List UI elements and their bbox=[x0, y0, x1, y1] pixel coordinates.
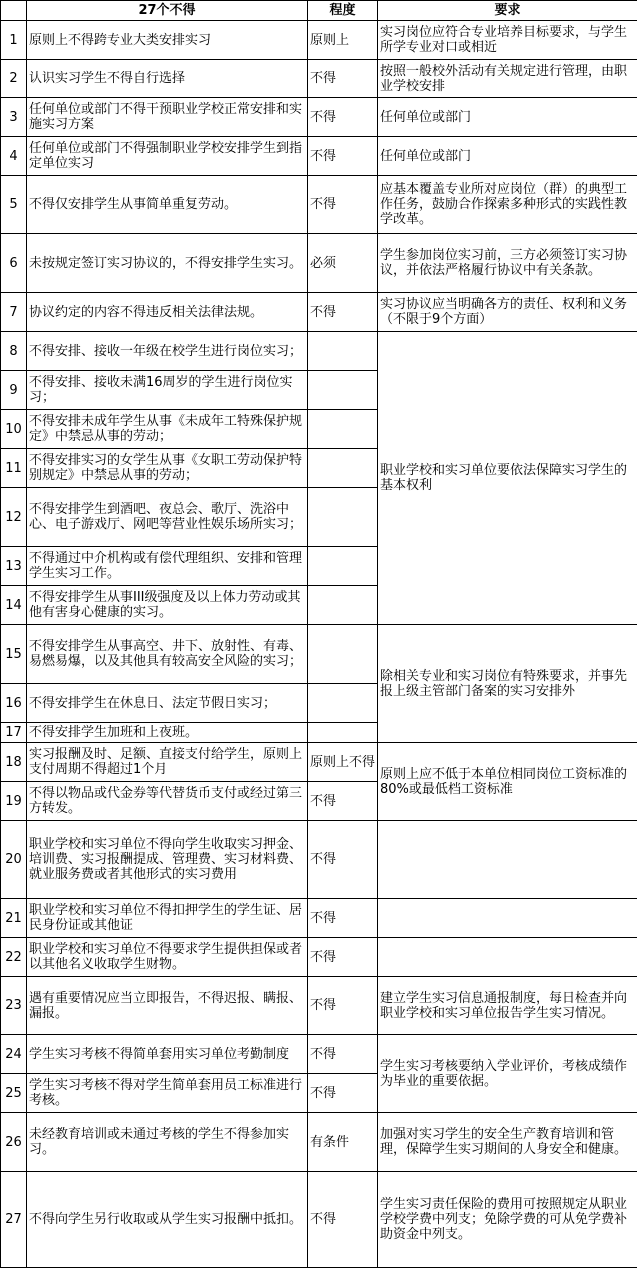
rule-text: 不得通过中介机构或有偿代理组织、安排和管理学生实习工作。 bbox=[27, 547, 308, 586]
requirement-text: 学生参加岗位实习前，三方必须签订实习协议，并依法严格履行协议中有关条款。 bbox=[378, 234, 637, 293]
requirement-text: 学生实习考核要纳入学业评价，考核成绩作为毕业的重要依据。 bbox=[378, 1035, 637, 1113]
rule-text: 不得仅安排学生从事简单重复劳动。 bbox=[27, 176, 308, 234]
row-number: 23 bbox=[1, 977, 27, 1035]
rule-text: 不得安排未成年学生从事《未成年工特殊保护规定》中禁忌从事的劳动； bbox=[27, 410, 308, 449]
row-number: 11 bbox=[1, 449, 27, 488]
rule-text: 实习报酬及时、足额、直接支付给学生，原则上支付周期不得超过1个月 bbox=[27, 743, 308, 782]
rule-text: 不得安排学生从事高空、井下、放射性、有毒、易燃易爆，以及其他具有较高安全风险的实习； bbox=[27, 625, 308, 684]
rule-text: 任何单位或部门不得强制职业学校安排学生到指定单位实习 bbox=[27, 137, 308, 176]
header-row bbox=[1, 1, 637, 21]
row-number: 13 bbox=[1, 547, 27, 586]
rule-text: 不得安排实习的女学生从事《女职工劳动保护特别规定》中禁忌从事的劳动； bbox=[27, 449, 308, 488]
requirement-text: 除相关专业和实习岗位有特殊要求，并事先报上级主管部门备案的实习安排外 bbox=[378, 625, 637, 743]
rule-text: 职业学校和实习单位不得向学生收取实习押金、培训费、实习报酬提成、管理费、实习材料费、就业服务费或者其他形式的实习费用 bbox=[27, 821, 308, 899]
rule-text: 认识实习学生不得自行选择 bbox=[27, 60, 308, 98]
requirement-text: 实习岗位应符合专业培养目标要求，与学生所学专业对口或相近 bbox=[378, 21, 637, 60]
table-row bbox=[1, 938, 637, 977]
row-number: 21 bbox=[1, 899, 27, 938]
rule-text: 不得安排、接收一年级在校学生进行岗位实习； bbox=[27, 332, 308, 371]
row-number: 14 bbox=[1, 586, 27, 625]
level-text: 有条件 bbox=[308, 1113, 378, 1172]
rule-text: 不得安排学生在休息日、法定节假日实习； bbox=[27, 684, 308, 723]
table-row bbox=[1, 60, 637, 98]
row-number: 2 bbox=[1, 60, 27, 98]
level-text: 不得 bbox=[308, 938, 378, 977]
rule-text: 职业学校和实习单位不得扣押学生的学生证、居民身份证或其他证 bbox=[27, 899, 308, 938]
row-number: 1 bbox=[1, 21, 27, 60]
requirement-text: 原则上应不低于本单位相同岗位工资标准的80%或最低档工资标准 bbox=[378, 743, 637, 821]
rule-text: 不得安排学生到酒吧、夜总会、歌厅、洗浴中心、电子游戏厅、网吧等营业性娱乐场所实习； bbox=[27, 488, 308, 547]
row-number: 10 bbox=[1, 410, 27, 449]
header-num bbox=[1, 1, 27, 21]
header-level: 程度 bbox=[308, 1, 378, 21]
level-text bbox=[308, 625, 378, 684]
requirement-text: 加强对实习学生的安全生产教育培训和管理，保障学生实习期间的人身安全和健康。 bbox=[378, 1113, 637, 1172]
level-text: 不得 bbox=[308, 977, 378, 1035]
level-text: 原则上 bbox=[308, 21, 378, 60]
header-rule: 27个不得 bbox=[27, 1, 308, 21]
level-text: 不得 bbox=[308, 821, 378, 899]
row-number: 25 bbox=[1, 1074, 27, 1113]
level-text: 不得 bbox=[308, 1172, 378, 1268]
requirement-text bbox=[378, 899, 637, 938]
rule-text: 不得以物品或代金券等代替货币支付或经过第三方转发。 bbox=[27, 782, 308, 821]
table-row bbox=[1, 176, 637, 234]
header-requirement: 要求 bbox=[378, 1, 637, 21]
row-number: 4 bbox=[1, 137, 27, 176]
requirement-text: 实习协议应当明确各方的责任、权利和义务（不限于9个方面） bbox=[378, 293, 637, 332]
row-number: 22 bbox=[1, 938, 27, 977]
level-text bbox=[308, 723, 378, 743]
table-row bbox=[1, 234, 637, 293]
rule-text: 职业学校和实习单位不得要求学生提供担保或者以其他名义收取学生财物。 bbox=[27, 938, 308, 977]
level-text: 原则上不得 bbox=[308, 743, 378, 782]
row-number: 7 bbox=[1, 293, 27, 332]
table-row bbox=[1, 21, 637, 60]
row-number: 16 bbox=[1, 684, 27, 723]
requirement-text: 任何单位或部门 bbox=[378, 137, 637, 176]
level-text bbox=[308, 488, 378, 547]
row-number: 8 bbox=[1, 332, 27, 371]
level-text bbox=[308, 449, 378, 488]
rule-text: 原则上不得跨专业大类安排实习 bbox=[27, 21, 308, 60]
level-text: 不得 bbox=[308, 899, 378, 938]
row-number: 15 bbox=[1, 625, 27, 684]
requirement-text: 按照一般校外活动有关规定进行管理，由职业学校安排 bbox=[378, 60, 637, 98]
row-number: 18 bbox=[1, 743, 27, 782]
row-number: 27 bbox=[1, 1172, 27, 1268]
level-text bbox=[308, 410, 378, 449]
level-text bbox=[308, 684, 378, 723]
table-row bbox=[1, 977, 637, 1035]
level-text bbox=[308, 547, 378, 586]
level-text bbox=[308, 371, 378, 410]
row-number: 3 bbox=[1, 98, 27, 137]
level-text: 不得 bbox=[308, 60, 378, 98]
row-number: 12 bbox=[1, 488, 27, 547]
requirement-text bbox=[378, 821, 637, 899]
level-text: 必须 bbox=[308, 234, 378, 293]
rule-text: 不得安排、接收未满16周岁的学生进行岗位实习； bbox=[27, 371, 308, 410]
level-text: 不得 bbox=[308, 782, 378, 821]
rule-text: 任何单位或部门不得干预职业学校正常安排和实施实习方案 bbox=[27, 98, 308, 137]
level-text: 不得 bbox=[308, 176, 378, 234]
rule-text: 不得安排学生从事III级强度及以上体力劳动或其他有害身心健康的实习。 bbox=[27, 586, 308, 625]
rule-text: 学生实习考核不得简单套用实习单位考勤制度 bbox=[27, 1035, 308, 1074]
level-text bbox=[308, 332, 378, 371]
requirement-text bbox=[378, 938, 637, 977]
rule-text: 未按规定签订实习协议的，不得安排学生实习。 bbox=[27, 234, 308, 293]
table-row bbox=[1, 1113, 637, 1172]
level-text: 不得 bbox=[308, 137, 378, 176]
row-number: 24 bbox=[1, 1035, 27, 1074]
row-number: 5 bbox=[1, 176, 27, 234]
row-number: 19 bbox=[1, 782, 27, 821]
row-number: 20 bbox=[1, 821, 27, 899]
row-number: 26 bbox=[1, 1113, 27, 1172]
level-text: 不得 bbox=[308, 1074, 378, 1113]
table-row bbox=[1, 743, 637, 782]
level-text bbox=[308, 586, 378, 625]
requirement-text: 任何单位或部门 bbox=[378, 98, 637, 137]
table-row bbox=[1, 821, 637, 899]
rule-text: 协议约定的内容不得违反相关法律法规。 bbox=[27, 293, 308, 332]
table-row bbox=[1, 1035, 637, 1074]
requirement-text: 学生实习责任保险的费用可按照规定从职业学校学费中列支；免除学费的可从免学费补助资金中列支。 bbox=[378, 1172, 637, 1268]
table-row bbox=[1, 332, 637, 371]
rule-text: 学生实习考核不得对学生简单套用员工标准进行考核。 bbox=[27, 1074, 308, 1113]
requirement-text: 应基本覆盖专业所对应岗位（群）的典型工作任务，鼓励合作探索多种形式的实践性教学改革。 bbox=[378, 176, 637, 234]
level-text: 不得 bbox=[308, 293, 378, 332]
table-row bbox=[1, 625, 637, 684]
table-row bbox=[1, 98, 637, 137]
table-row bbox=[1, 899, 637, 938]
requirement-text: 建立学生实习信息通报制度，每日检查并向职业学校和实习单位报告学生实习情况。 bbox=[378, 977, 637, 1035]
level-text: 不得 bbox=[308, 98, 378, 137]
row-number: 9 bbox=[1, 371, 27, 410]
rule-text: 不得向学生另行收取或从学生实习报酬中抵扣。 bbox=[27, 1172, 308, 1268]
table-row bbox=[1, 293, 637, 332]
rule-text: 不得安排学生加班和上夜班。 bbox=[27, 723, 308, 743]
row-number: 6 bbox=[1, 234, 27, 293]
row-number: 17 bbox=[1, 723, 27, 743]
table-row bbox=[1, 137, 637, 176]
rule-text: 遇有重要情况应当立即报告，不得迟报、瞒报、漏报。 bbox=[27, 977, 308, 1035]
level-text: 不得 bbox=[308, 1035, 378, 1074]
table-row bbox=[1, 1172, 637, 1268]
requirement-text: 职业学校和实习单位要依法保障实习学生的基本权利 bbox=[378, 332, 637, 625]
rule-text: 未经教育培训或未通过考核的学生不得参加实习。 bbox=[27, 1113, 308, 1172]
